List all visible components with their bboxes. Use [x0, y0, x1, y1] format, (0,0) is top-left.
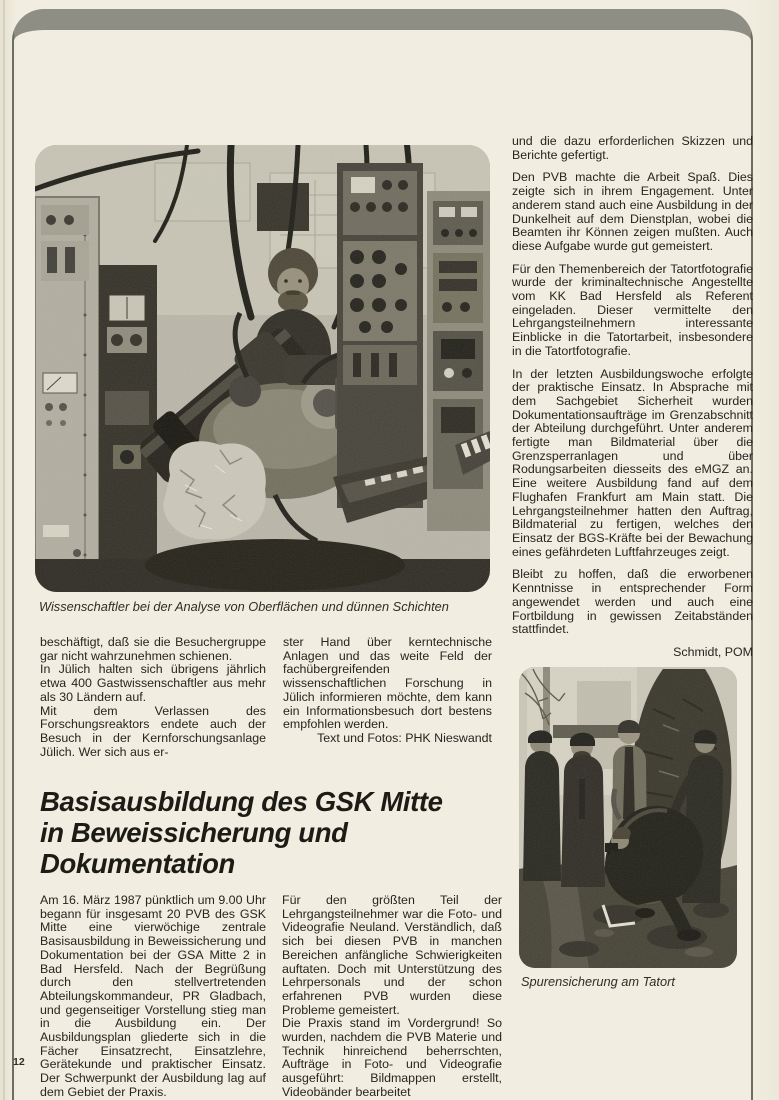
- crime-scene-photo-caption: Spurensicherung am Tatort: [521, 974, 675, 989]
- gsk-continuation-paragraph: In der letzten Ausbildungswoche erfolgte der praktische Einsatz. In Absprache mit dem Sachgebiet Sicherheit wurden Dokumentationsaufträge im Grenzabschnitt der Abteilung durchgeführt. Unter anderem fertigte man Bildmaterial über die Grenzsperranlagen und über Rodungsarbeiten diesseits des eMGZ an. Eine weitere Ausbildung fand auf dem Flughafen Frankfurt am Main statt. Die Lehrgangsteilnehmer hatten den Auftrag, Bildmaterial zu fertigen, welches den Einsatz der BGS-Kräfte bei der Bewachung eines gefährdeten Luftfahrzeuges zeigt.: [512, 366, 753, 559]
- kfa-right-column: [283, 636, 492, 746]
- kfa-paragraph: ster Hand über kerntechnische Anlagen und das weite Feld der fachübergreifenden wissenschaftlichen Forschung in Jülich informieren möchte, dem kann ein Informationsbesuch dort bestens empfohlen werden.: [283, 635, 492, 732]
- kfa-paragraph: beschäftigt, daß sie die Besuchergruppe gar nicht wahrzunehmen schienen.: [40, 635, 266, 663]
- lab-photo-illustration: [35, 145, 490, 592]
- gsk-paragraph: Die Praxis stand im Vordergrund! So wurden, nachdem die PVB Materie und Technik hinreichend beherrschten, Aufträge in Foto- und Videografie ausgeführt: Bildmappen erstellt, Videobänder bearbeitet: [282, 1016, 502, 1099]
- kfa-paragraph: In Jülich halten sich übrigens jährlich etwa 400 Gastwissenschaftler aus mehr als 30 Ländern auf.: [40, 662, 266, 704]
- lab-photo-caption: Wissenschaftler bei der Analyse von Oberflächen und dünnen Schichten: [39, 599, 449, 614]
- gsk-continuation-column: [512, 135, 753, 669]
- crime-scene-photo: [519, 667, 737, 968]
- gsk-paragraph: Am 16. März 1987 pünktlich um 9.00 Uhr begann für insgesamt 20 PVB des GSK Mitte eine vierwöchige zentrale Basisausbildung in Beweissicherung und Dokumentation bei der GSA Mitte 2 in Bad Hersfeld. Nach der Begrüßung durch den stellvertretenden Abteilungskommandeur, PR Gladbach, und gegenseitiger Vorstellung stieg man in die Ausbildung ein. Der Ausbildungsplan gliederte sich in die Fächer Einsatzrecht, Einsatzlehre, Gerätekunde und praktischer Einsatz. Der Schwerpunkt der Ausbildung lag auf dem Gebiet der Praxis.: [40, 893, 266, 1099]
- kfa-paragraph: Mit dem Verlassen des Forschungsreaktors endete auch der Besuch in der Kernforschungsanlage Jülich. Wer sich aus er-: [40, 703, 266, 759]
- headline-line: Dokumentation: [40, 848, 235, 879]
- headline-line: in Beweissicherung und: [40, 817, 348, 848]
- gsk-continuation-paragraph: Bleibt zu hoffen, daß die erworbenen Kenntnisse in entsprechender Form angewendet werden und auch eine Fortbildung in gewissen Zeitabständen stattfindet.: [512, 567, 753, 637]
- crime-scene-illustration: [519, 667, 737, 968]
- gsk-continuation-paragraph: Für den Themenbereich der Tatortfotografie wurde der kriminaltechnische Angestellte vom KK Bad Hersfeld als Referent eingeladen. Dieser vermittelte den Lehrgangsteilnehmern interessante Einblicke in die Tatortarbeit, insbesondere in die Tatortfotografie.: [512, 261, 753, 358]
- lab-photo: [35, 145, 490, 592]
- gsk-continuation-paragraph: Den PVB machte die Arbeit Spaß. Dies zeigte sich in ihrem Engagement. Unter anderem stand auch eine Ausbildung in der Dunkelheit auf dem Dienstplan, wobei die Beamten ihr Können zeigen mußten. Auch diese Aufgabe wurde gut gemeistert.: [512, 170, 753, 253]
- gsk-column-2: [282, 894, 502, 1100]
- article-signature: Schmidt, POM: [673, 644, 753, 659]
- photo-credit: Text und Fotos: PHK Nieswandt: [317, 730, 492, 745]
- headline-line: Basisausbildung des GSK Mitte: [40, 786, 443, 817]
- gsk-column-1: [40, 894, 266, 1100]
- kfa-left-column: [40, 636, 266, 759]
- page-number: 12: [13, 1056, 25, 1068]
- gsk-continuation-paragraph: und die dazu erforderlichen Skizzen und Berichte gefertigt.: [512, 134, 753, 162]
- article-headline: [40, 786, 500, 879]
- gsk-paragraph: Für den größten Teil der Lehrgangsteilnehmer war die Foto- und Videografie Neuland. Verständlich, daß sich bei diesen PVB in manchen Bereichen anfängliche Schwierigkeiten auftaten. Doch mit Unterstützung des Lehrpersonals und der schon erfahrenen PVB wurden diese Probleme gemeistert.: [282, 893, 502, 1017]
- scan-edge-line: [3, 0, 5, 1100]
